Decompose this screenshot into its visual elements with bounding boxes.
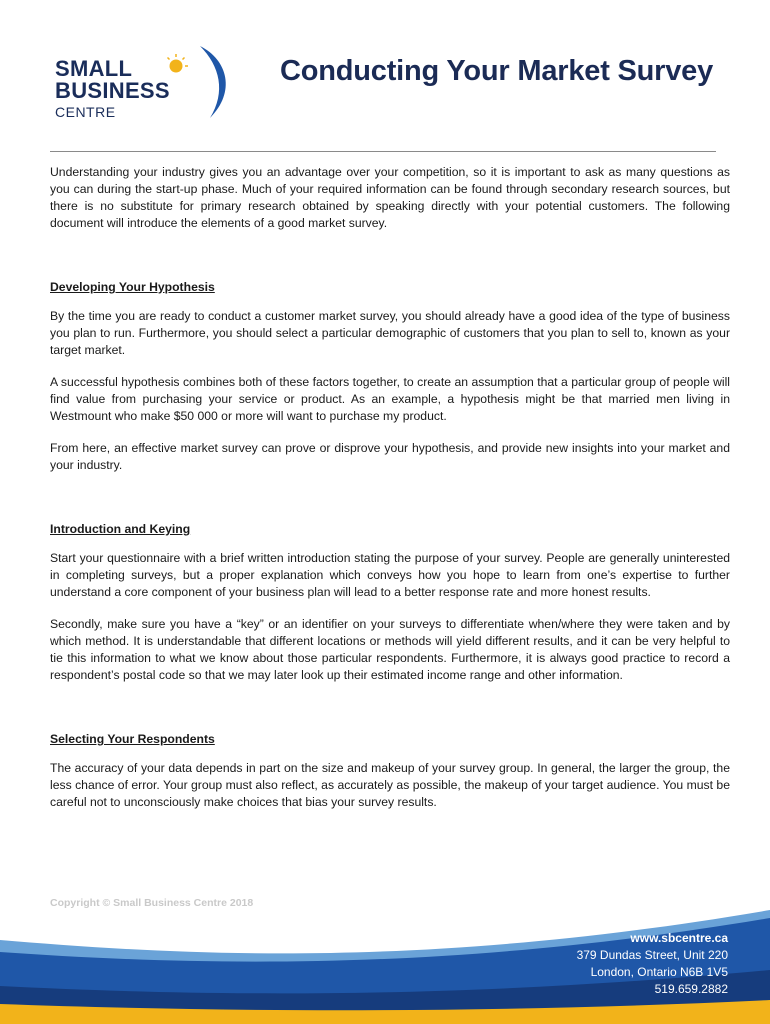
website-link[interactable]: www.sbcentre.ca	[630, 931, 728, 945]
header-divider	[50, 151, 716, 152]
section-heading-respondents: Selecting Your Respondents	[50, 732, 215, 746]
paragraph: A successful hypothesis combines both of these factors together, to create an assumption that a particular group of people will find value from purchasing your service or product. As an example, a hypothesis might be that married men living in Westmount who make $50 000 or more will want to purchase my product.	[50, 375, 730, 423]
paragraph: By the time you are ready to conduct a customer market survey, you should already have a good idea of the type of business you plan to run. Furthermore, you should select a particular demographic of customers that you plan to sell to, known as your target market.	[50, 309, 730, 357]
logo-line-small: SMALL	[55, 56, 133, 81]
contact-info	[577, 930, 728, 998]
paragraph: Secondly, make sure you have a “key” or an identifier on your surveys to differentiate when/where they were taken and by which method. It is understandable that different locations or methods will yield different results, and it can be very helpful to tie this information to what we know about those particular respondents. Furthermore, it is always good practice to record a respondent’s postal code so that we may later look up their estimated income range and other information.	[50, 617, 730, 682]
phone-number: 519.659.2882	[654, 982, 728, 996]
section-heading-hypothesis: Developing Your Hypothesis	[50, 280, 215, 294]
section-heading-introduction-keying: Introduction and Keying	[50, 522, 191, 536]
paragraph: The accuracy of your data depends in part on the size and makeup of your survey group. In general, the larger the group, the less chance of error. Your group must also reflect, as accurately as possible, the makeup of your target audience. You must be careful not to unconsciously make choices that bias your survey results.	[50, 761, 730, 809]
paragraph: Start your questionnaire with a brief written introduction stating the purpose of your survey. People are generally uninterested in completing surveys, but a proper explanation which conveys how you hope to learn from one’s expertise to further understand a core component of your business plan will lead to a better response rate and more honest results.	[50, 551, 730, 599]
address-line-1: 379 Dundas Street, Unit 220	[576, 948, 728, 962]
intro-paragraph: Understanding your industry gives you an advantage over your competition, so it is important to ask as many questions as you can during the start-up phase. Much of your required information can be found through secondary research sources, but there is no substitute for primary research obtained by speaking directly with your potential customers. The following document will introduce the elements of a good market survey.	[50, 165, 730, 230]
paragraph: From here, an effective market survey can prove or disprove your hypothesis, and provide new insights into your market and your industry.	[50, 441, 730, 472]
copyright-notice: Copyright © Small Business Centre 2018	[50, 897, 254, 909]
address-line-2: London, Ontario N6B 1V5	[590, 965, 728, 979]
document-body	[50, 164, 730, 826]
logo-line-centre: CENTRE	[55, 104, 116, 120]
logo	[50, 40, 250, 130]
page-title: Conducting Your Market Survey	[280, 55, 714, 87]
logo-line-business: BUSINESS	[55, 78, 170, 103]
